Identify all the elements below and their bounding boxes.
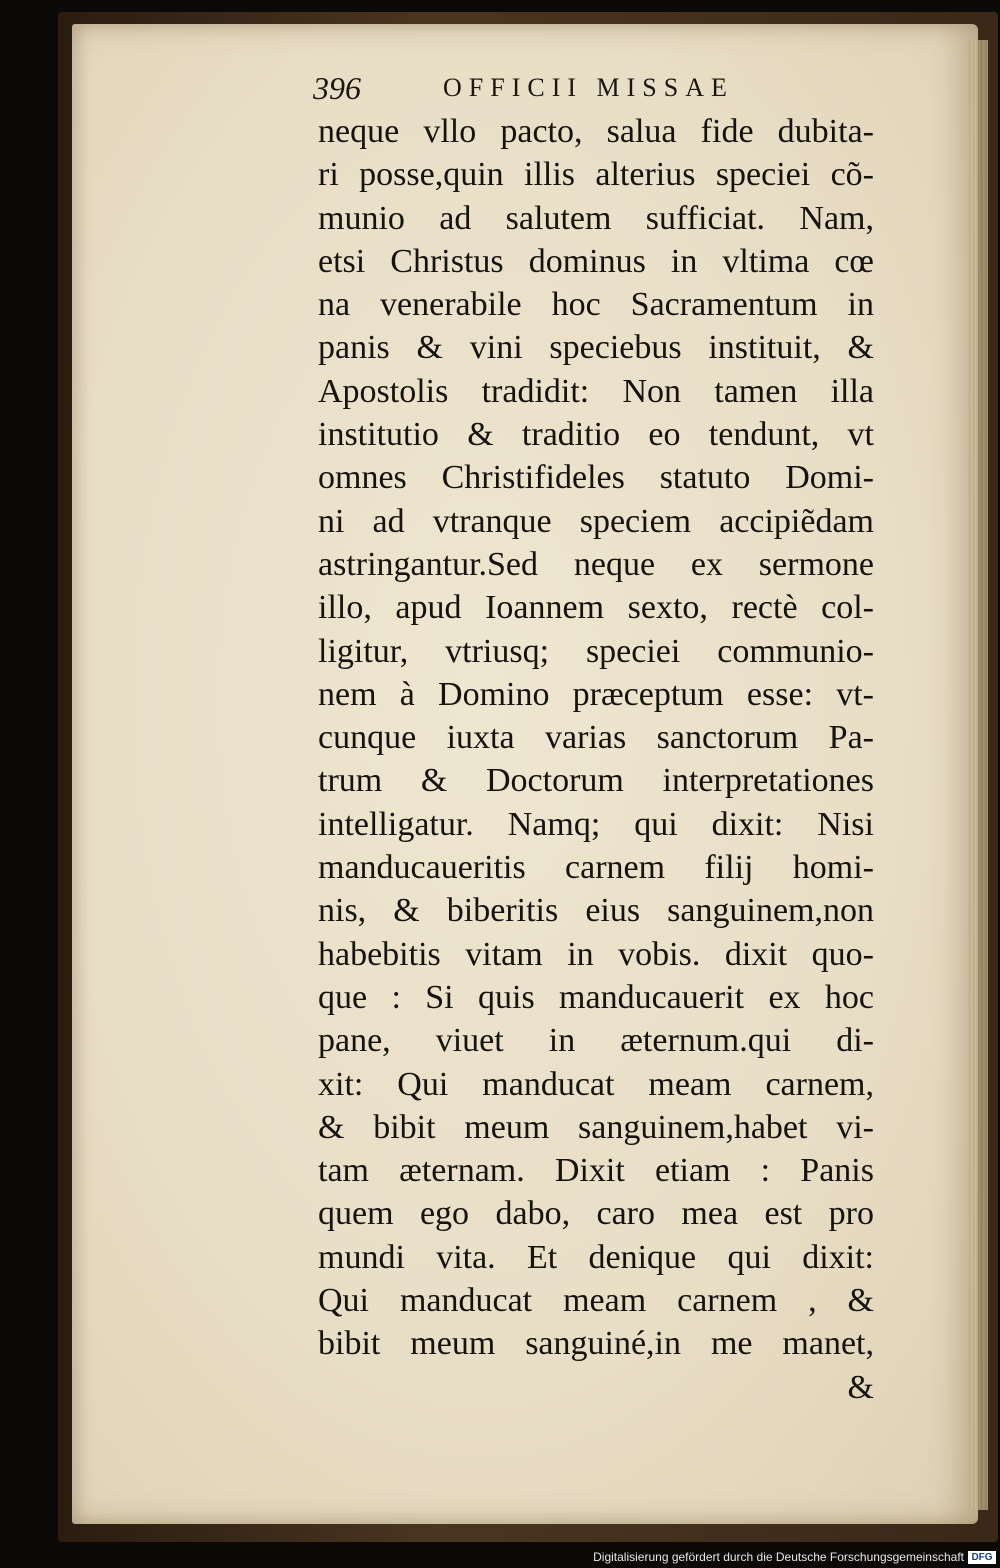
text-line: institutio & traditio eo tendunt, vt — [318, 416, 874, 454]
text-line: munio ad salutem sufficiat. Nam, — [318, 199, 874, 237]
text-line: xit: Qui manducat meam carnem, — [318, 1065, 874, 1103]
text-line: Qui manducat meam carnem , & — [318, 1282, 874, 1320]
text-line: nis, & biberitis eius sanguinem,non — [318, 892, 874, 930]
catchword: & — [847, 1368, 874, 1406]
body-text — [318, 110, 874, 1409]
text-line: ni ad vtranque speciem accipiẽdam — [318, 502, 874, 540]
page-header — [313, 68, 873, 108]
text-line: pane, viuet in æternum.qui di- — [318, 1022, 874, 1060]
text-line: omnes Christifideles statuto Domi- — [318, 459, 874, 497]
text-line: Apostolis tradidit: Non tamen illa — [318, 372, 874, 410]
text-line: illo, apud Ioannem sexto, rectè col- — [318, 589, 874, 627]
text-line: ri posse,quin illis alterius speciei cõ- — [318, 156, 874, 194]
text-line: ligitur, vtriusq; speciei communio- — [318, 632, 874, 670]
text-line: manducaueritis carnem filij homi- — [318, 849, 874, 887]
text-line: que : Si quis manducauerit ex hoc — [318, 978, 874, 1016]
dfg-logo: DFG — [968, 1551, 996, 1564]
text-line: trum & Doctorum interpretationes — [318, 762, 874, 800]
text-line: habebitis vitam in vobis. dixit quo- — [318, 935, 874, 973]
text-line: na venerabile hoc Sacramentum in — [318, 286, 874, 324]
text-line: intelligatur. Namq; qui dixit: Nisi — [318, 805, 874, 843]
text-line: bibit meum sanguiné,in me manet, — [318, 1325, 874, 1363]
text-line: astringantur.Sed neque ex sermone — [318, 545, 874, 583]
page-edge — [968, 40, 988, 1510]
page-number: 396 — [313, 70, 361, 106]
text-line: tam æternam. Dixit etiam : Panis — [318, 1152, 874, 1190]
text-line: panis & vini speciebus instituit, & — [318, 329, 874, 367]
text-line: & bibit meum sanguinem,habet vi- — [318, 1108, 874, 1146]
text-line: quem ego dabo, caro mea est pro — [318, 1195, 874, 1233]
funding-credit: Digitalisierung gefördert durch die Deutsche Forschungsgemeinschaft — [593, 1550, 964, 1564]
text-line: neque vllo pacto, salua fide dubita- — [318, 113, 874, 150]
digitization-footer — [0, 1548, 1000, 1568]
text-line: mundi vita. Et denique qui dixit: — [318, 1238, 874, 1276]
text-line: etsi Christus dominus in vltima cœ — [318, 242, 874, 280]
text-line: nem à Domino præceptum esse: vt- — [318, 675, 874, 713]
text-line: cunque iuxta varias sanctorum Pa- — [318, 719, 874, 757]
running-title: OFFICII MISSAE — [443, 73, 734, 102]
